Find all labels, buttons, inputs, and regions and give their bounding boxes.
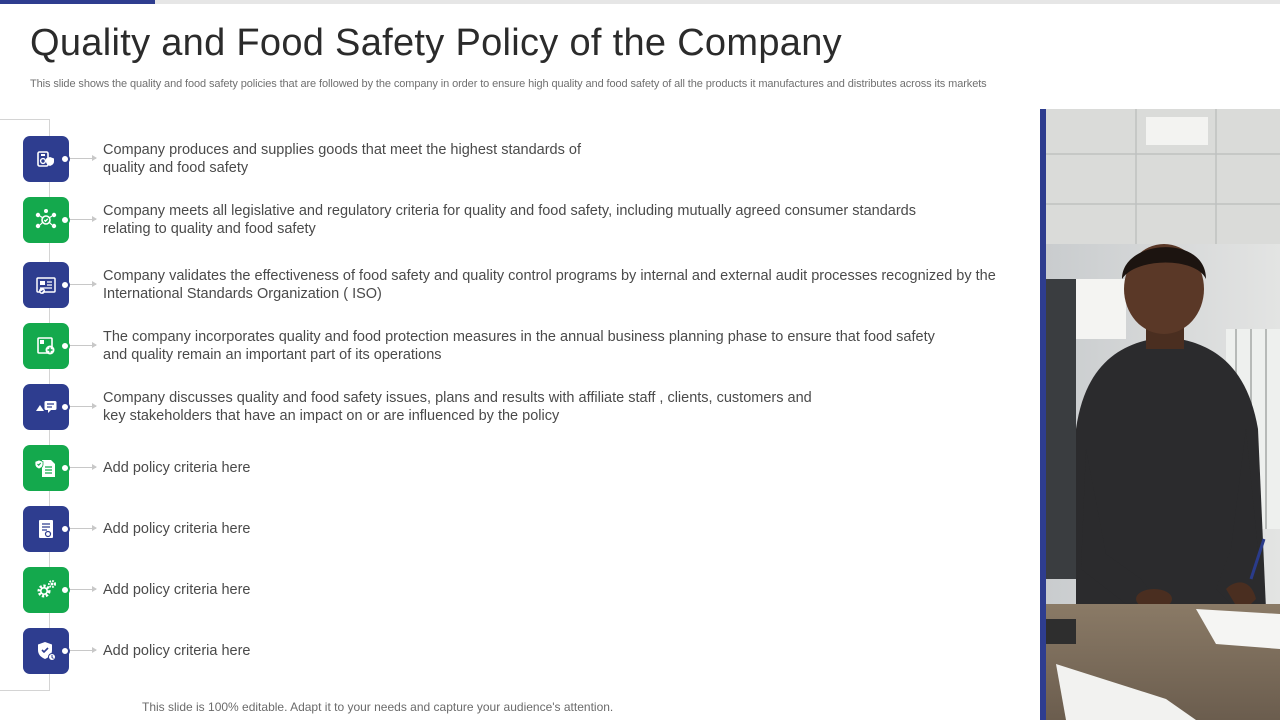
policy-item — [0, 445, 1030, 491]
policy-text — [103, 141, 581, 177]
policy-text-line: Company produces and supplies goods that meet the highest standards of — [103, 142, 581, 158]
connector-arrow — [70, 345, 96, 346]
connector-arrow — [70, 528, 96, 529]
policy-text — [103, 642, 251, 660]
connector-arrow — [70, 467, 96, 468]
policy-text-line: Add policy criteria here — [103, 521, 251, 537]
connector-dot — [60, 402, 70, 412]
connector-dot — [60, 524, 70, 534]
policy-text-line: quality and food safety — [103, 160, 249, 176]
policy-item — [0, 506, 1030, 552]
policy-item — [0, 323, 1030, 369]
policy-text-line: Add policy criteria here — [103, 582, 251, 598]
top-rule — [0, 0, 1280, 4]
policy-item — [0, 136, 1030, 182]
policy-text-line: relating to quality and food safety — [103, 221, 316, 237]
policy-text-line: Company discusses quality and food safety issues, plans and results with affiliate staff , clients, customers and — [103, 390, 812, 406]
policy-text — [103, 459, 251, 477]
connector-arrow — [70, 219, 96, 220]
worker-photo — [1046, 109, 1280, 720]
policy-text — [103, 389, 812, 425]
connector-arrow — [70, 406, 96, 407]
connector-dot — [60, 154, 70, 164]
connector-dot — [60, 585, 70, 595]
policy-text-line: and quality remain an important part of its operations — [103, 347, 442, 363]
policy-text-line: The company incorporates quality and food protection measures in the annual business planning phase to ensure that food safety — [103, 329, 935, 345]
policy-text-line: Company meets all legislative and regulatory criteria for quality and food safety, including mutually agreed consumer standards — [103, 203, 916, 219]
page-subtitle: This slide shows the quality and food safety policies that are followed by the company in order to ensure high quality and food safety of all the products it manufactures and distributes across its markets — [30, 78, 987, 90]
policy-item — [0, 262, 1030, 308]
policy-item — [0, 567, 1030, 613]
policy-text-line: International Standards Organization ( ISO) — [103, 286, 382, 302]
policy-item — [0, 197, 1030, 243]
connector-arrow — [70, 158, 96, 159]
connector-dot — [60, 280, 70, 290]
footer-note: This slide is 100% editable. Adapt it to your needs and capture your audience's attention. — [142, 700, 614, 714]
policy-text — [103, 328, 935, 364]
policy-text-line: Company validates the effectiveness of food safety and quality control programs by internal and external audit processes recognized by the — [103, 268, 996, 284]
top-accent-bar — [0, 0, 155, 4]
connector-arrow — [70, 284, 96, 285]
page-title: Quality and Food Safety Policy of the Company — [30, 22, 842, 64]
connector-dot — [60, 215, 70, 225]
policy-text-line: key stakeholders that have an impact on or are influenced by the policy — [103, 408, 560, 424]
policy-text — [103, 202, 916, 238]
policy-text — [103, 581, 251, 599]
connector-dot — [60, 463, 70, 473]
connector-arrow — [70, 589, 96, 590]
policy-item — [0, 384, 1030, 430]
connector-arrow — [70, 650, 96, 651]
policy-text — [103, 267, 996, 303]
policy-text-line: Add policy criteria here — [103, 460, 251, 476]
connector-dot — [60, 646, 70, 656]
connector-dot — [60, 341, 70, 351]
policy-text — [103, 520, 251, 538]
policy-text-line: Add policy criteria here — [103, 643, 251, 659]
policy-item — [0, 628, 1030, 674]
